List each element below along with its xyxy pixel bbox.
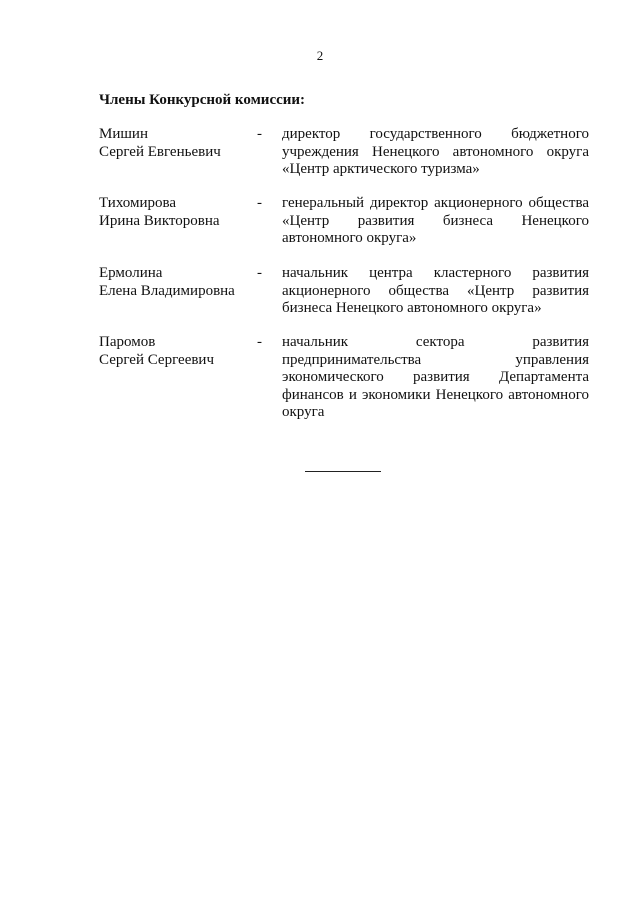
member-given-names: Сергей Сергеевич bbox=[99, 351, 215, 368]
member-surname: Мишин bbox=[99, 126, 148, 142]
member-dash: - bbox=[257, 126, 262, 142]
member-role-line: начальник центра кластерного развития bbox=[282, 265, 589, 281]
member-name bbox=[99, 265, 254, 300]
member-role-line: «Центр арктического туризма» bbox=[282, 161, 480, 177]
member-given-names: Сергей Евгеньевич bbox=[99, 143, 221, 160]
member-dash: - bbox=[257, 334, 262, 350]
member-role-line: учреждения Ненецкого автономного округа bbox=[282, 143, 589, 160]
member-dash: - bbox=[257, 195, 262, 211]
member-role-line: «Центр развития бизнеса Ненецкого bbox=[282, 212, 589, 229]
member-name bbox=[99, 126, 254, 161]
member-role bbox=[282, 265, 589, 318]
member-role-line: округа bbox=[282, 404, 325, 420]
member-role-line: экономического развития Департамента bbox=[282, 369, 589, 385]
member-name bbox=[99, 334, 254, 369]
member-role-line: бизнеса Ненецкого автономного округа» bbox=[282, 300, 542, 316]
end-of-list-rule bbox=[305, 471, 381, 472]
member-given-names: Ирина Викторовна bbox=[99, 212, 220, 229]
section-title: Члены Конкурсной комиссии: bbox=[99, 92, 306, 108]
member-name bbox=[99, 195, 254, 230]
member-role-line: генеральный директор акционерного общества bbox=[282, 195, 589, 211]
member-role bbox=[282, 195, 589, 248]
member-role bbox=[282, 126, 589, 179]
member-role-line: финансов и экономики Ненецкого автономного bbox=[282, 386, 589, 403]
member-role bbox=[282, 334, 589, 422]
member-surname: Ермолина bbox=[99, 265, 163, 281]
member-role-line: директор государственного бюджетного bbox=[282, 126, 589, 142]
member-role-line: начальник сектора развития bbox=[282, 334, 589, 350]
member-role-line: акционерного общества «Центр развития bbox=[282, 282, 589, 299]
member-dash: - bbox=[257, 265, 262, 281]
member-role-line: автономного округа» bbox=[282, 230, 417, 246]
member-given-names: Елена Владимировна bbox=[99, 282, 235, 299]
member-role-line: предпринимательства управления bbox=[282, 351, 589, 368]
member-surname: Тихомирова bbox=[99, 195, 177, 211]
member-surname: Паромов bbox=[99, 334, 156, 350]
page-number: 2 bbox=[316, 48, 324, 63]
